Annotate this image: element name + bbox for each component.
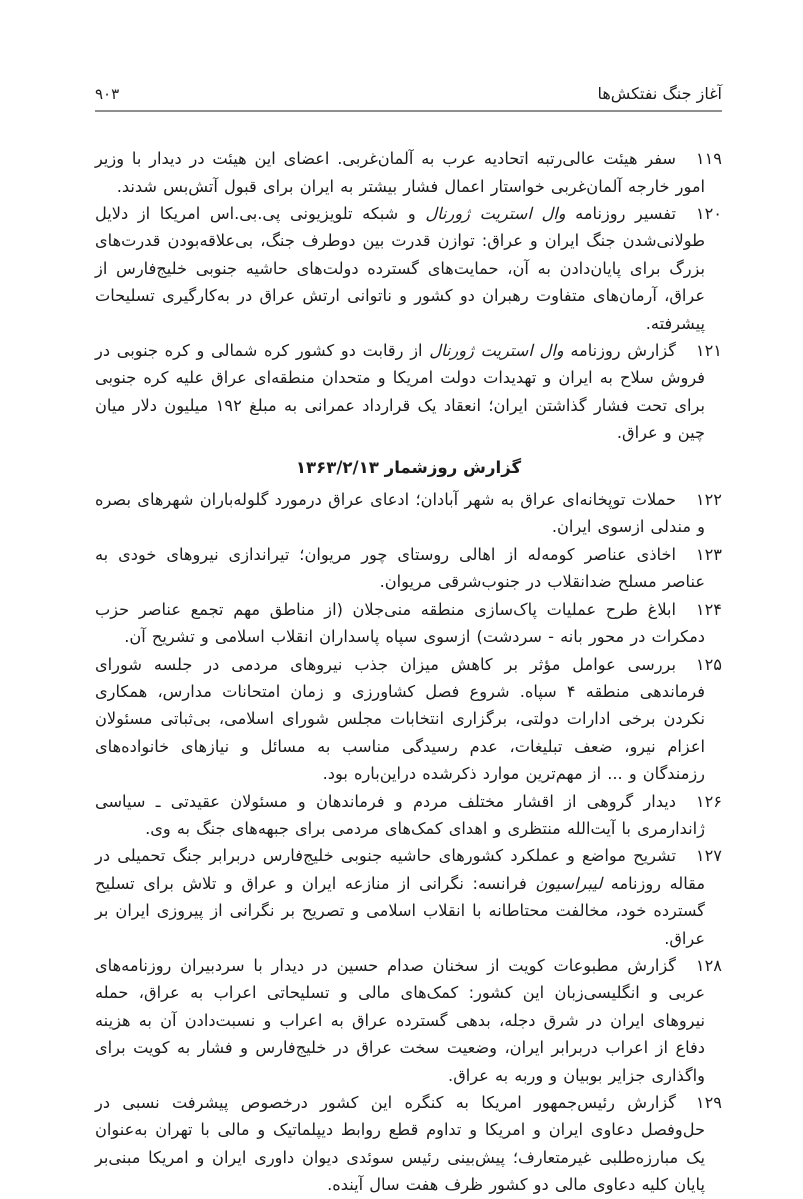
entry-item (95, 337, 722, 447)
text-segment: ابلاغ طرح عملیات پاک‌سازی منطقه منی‌جلان (از مناطق مهم تجمع عناصر حزب دمکرات در محور بانه - سردشت) ازسوی سپاه پاسداران انقلاب اسلامی و تشریح آن. (95, 599, 705, 647)
entry-item (95, 486, 722, 541)
entry-item (95, 651, 722, 788)
text-segment: بررسی عوامل مؤثر بر کاهش میزان جذب نیروهای مردمی در جلسه شورای فرماندهی منطقه ۴ سپاه. شروع فصل کشاورزی و زمان امتحانات مدارس، همکاری نکردن برخی ادارات دولتی، برگزاری انتخابات مجلس شورای اسلامی، بی‌ثباتی مسئولان اعزام نیرو، ضعف تبلیغات، عدم رسیدگی مناسب به مسائل و نیازهای خانواده‌های رزمندگان و ... از مهم‌ترین موارد ذکرشده دراین‌باره بود. (95, 654, 705, 784)
text-segment: حملات توپخانه‌ای عراق به شهر آبادان؛ ادعای عراق درمورد گلوله‌باران شهرهای بصره و مندلی ازسوی ایران. (95, 490, 705, 537)
page-number: ۹۰۳ (95, 85, 120, 104)
entry-list-top (95, 145, 722, 446)
running-header (95, 84, 722, 112)
entry-text (95, 204, 705, 333)
text-segment: گزارش مطبوعات کویت از سخنان صدام حسین در دیدار با سردبیران روزنامه‌های عربی و انگلیسی‌زبان این کشور: کمک‌های مالی و تسلیحاتی اعراب به عراق، حمله نیروهای ایران در شرق دجله، بدهی گسترده عراق به اعراب و نسبت‌دادن آن به هزینه دفاع از اعراب دربرابر ایران، وضعیت سخت عراق در خلیج‌فارس و فشار به کویت برای واگذاری جزایر بوبیان و وربه به عراق. (95, 955, 705, 1085)
text-segment: فرانسه: نگرانی از منازعه ایران و عراق و تلاش برای تسلیح گسترده خود، مخالفت محتاطانه با انقلاب اسلامی و تصریح بر نگرانی از پیروزی ایران بر عراق. (95, 873, 705, 948)
entry-item (95, 788, 722, 843)
text-segment: و شبکه تلویزیونی پی.بی.اس امریکا از دلایل طولانی‌شدن جنگ ایران و عراق: توازن قدرت بین دوطرف جنگ، بی‌علاقه‌بودن قدرت‌های بزرگ برای پایان‌دادن به آن، حمایت‌های گسترده دولت‌های حاشیه جنوبی خلیج‌فارس از عراق، آرمان‌های متفاوت رهبران دو کشور و ناتوانی ارتش عراق در به‌کارگیری تسلیحات پیشرفته. (95, 204, 705, 333)
entry-text (95, 792, 705, 838)
text-segment: اخاذی عناصر کومه‌له از اهالی روستای چور مریوان؛ تیراندازی نیروهای خودی به عناصر مسلح ضدانقلاب در جنوب‌شرقی مریوان. (95, 544, 705, 592)
entry-text (95, 846, 705, 947)
entry-text (95, 341, 705, 442)
entry-item (95, 952, 722, 1089)
entry-item (95, 596, 722, 651)
entry-number: ۱۲۶ (695, 791, 722, 811)
entry-text (95, 1093, 705, 1194)
entry-text (95, 545, 705, 591)
publication-name: لیبراسیون (535, 873, 603, 893)
text-segment: دیدار گروهی از اقشار مختلف مردم و فرماندهان و مسئولان عقیدتی ـ سیاسی ژاندارمری با آیت‌الله منتظری و اهدای کمک‌های مردمی برای جبهه‌های جنگ به وی. (95, 791, 705, 838)
running-head-title: آغاز جنگ نفتکش‌ها (597, 84, 722, 103)
entry-number: ۱۲۵ (695, 654, 722, 674)
entry-number: ۱۲۷ (695, 846, 722, 866)
text-segment: گزارش روزنامه (563, 341, 677, 361)
entry-text (95, 490, 705, 536)
text-segment: تفسیر روزنامه (565, 204, 676, 223)
entry-text (95, 600, 705, 646)
entry-item (95, 541, 722, 596)
section-heading: گزارش روزشمار ۱۳۶۳/۲/۱۳ (295, 457, 522, 477)
entry-number: ۱۲۲ (695, 490, 722, 510)
text-segment: تشریح مواضع و عملکرد کشورهای حاشیه جنوبی خلیج‌فارس دربرابر جنگ تحمیلی در مقاله روزنامه (95, 846, 705, 893)
entry-number: ۱۲۴ (695, 599, 722, 619)
entry-text (95, 655, 705, 784)
entry-number: ۱۱۹ (695, 149, 722, 169)
entry-number: ۱۲۰ (695, 204, 722, 223)
entry-item (95, 842, 722, 952)
entry-text (95, 149, 705, 195)
publication-name: وال استریت ژورنال (429, 341, 564, 361)
text-segment: گزارش رئیس‌جمهور امریکا به کنگره این کشور درخصوص پیشرفت نسبی در حل‌وفصل دعاوی ایران و امریکا و تداوم قطع روابط دیپلماتیک و مالی با تهران به‌عنوان یک مبارزه‌طلبی غیرمتعارف؛ پیش‌بینی رئیس سوئدی دیوان داوری ایران و امریکا مبنی‌بر پایان کلیه دعاوی مالی دو کشور ظرف هفت سال آینده. (95, 1093, 705, 1195)
entry-list-bottom (95, 486, 722, 1199)
publication-name: وال استریت ژورنال (425, 204, 566, 223)
text-segment: از رقابت دو کشور کره شمالی و کره جنوبی در فروش سلاح به ایران و تهدیدات دولت امریکا و متحدان منطقه‌ای عراق علیه کره جنوبی برای تحت فشار گذاشتن ایران؛ انعقاد یک قرارداد عمرانی به مبلغ ۱۹۲ میلیون دلار میان چین و عراق. (95, 341, 705, 443)
text-segment: سفر هیئت عالی‌رتبه اتحادیه عرب به آلمان‌غربی. اعضای این هیئت در دیدار با وزیر امور خارجه آلمان‌غربی خواستار اعمال فشار بیشتر به ایران برای قبول آتش‌بس شدند. (95, 149, 705, 196)
entry-item (95, 200, 722, 337)
entry-item (95, 145, 722, 200)
entry-number: ۱۲۱ (695, 341, 723, 361)
entry-item (95, 1089, 722, 1199)
entry-number: ۱۲۹ (695, 1093, 722, 1112)
entry-number: ۱۲۸ (695, 955, 722, 975)
entry-number: ۱۲۳ (695, 544, 722, 564)
page-body (95, 145, 722, 1198)
entry-text (95, 956, 705, 1085)
